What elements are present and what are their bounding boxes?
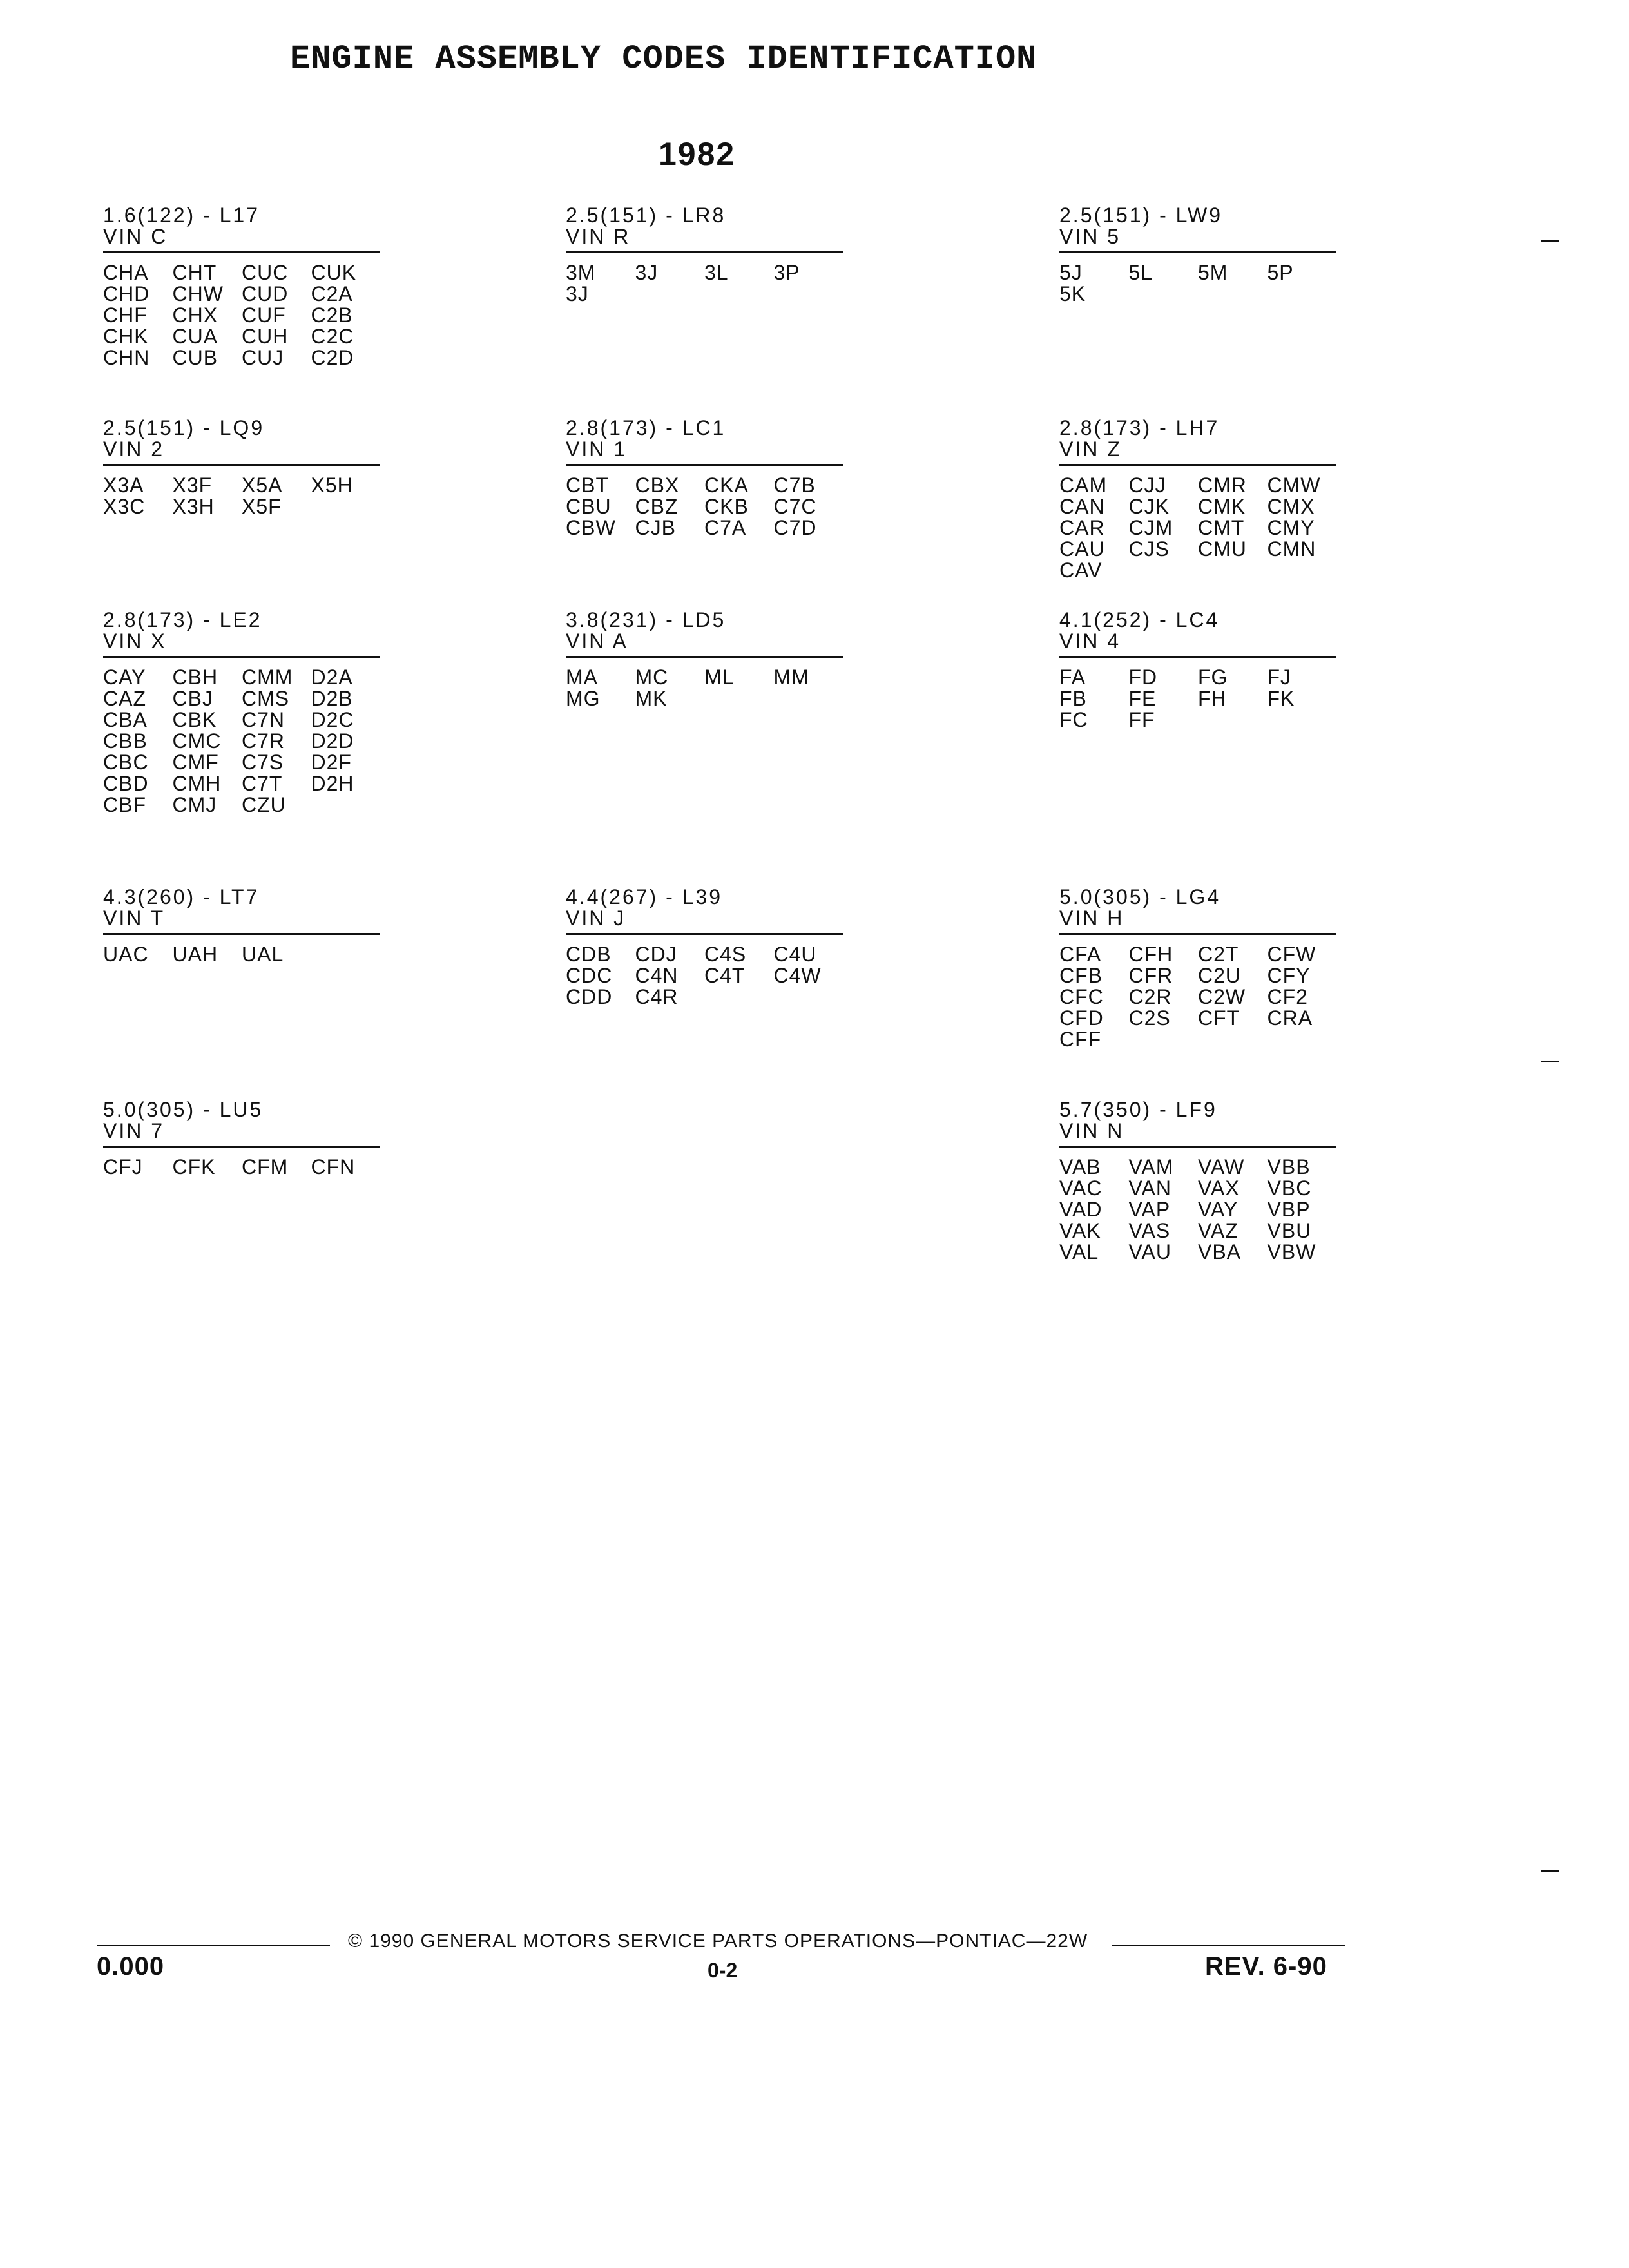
engine-spec: 5.0(305) - LU5 xyxy=(103,1098,264,1121)
assembly-code: CAY xyxy=(103,666,146,689)
assembly-code-list xyxy=(103,944,380,965)
assembly-code: VAW xyxy=(1198,1155,1245,1178)
engine-block-header xyxy=(566,610,843,658)
vin-code: VIN 2 xyxy=(103,437,165,461)
assembly-code: X5F xyxy=(242,495,282,518)
assembly-code: CRA xyxy=(1267,1006,1313,1030)
engine-block-header xyxy=(566,418,843,466)
assembly-code: CBA xyxy=(103,708,148,731)
engine-block-header xyxy=(103,887,380,935)
assembly-code: 5L xyxy=(1128,261,1153,284)
assembly-code: D2D xyxy=(311,729,354,753)
assembly-code-list xyxy=(566,475,843,539)
assembly-code-list xyxy=(1059,262,1336,305)
assembly-code: VAC xyxy=(1059,1177,1103,1200)
engine-spec: 5.7(350) - LF9 xyxy=(1059,1098,1217,1121)
assembly-code: CFD xyxy=(1059,1006,1104,1030)
assembly-code: CUA xyxy=(172,325,218,348)
assembly-code: C4T xyxy=(704,964,746,987)
assembly-code: VAP xyxy=(1128,1198,1171,1221)
assembly-code: CAM xyxy=(1059,474,1108,497)
assembly-code: X5A xyxy=(242,474,283,497)
assembly-code: UAH xyxy=(172,943,218,966)
assembly-code: VAZ xyxy=(1198,1219,1239,1242)
engine-block-header xyxy=(103,205,380,253)
assembly-code: CF2 xyxy=(1267,985,1308,1008)
engine-spec: 2.8(173) - LH7 xyxy=(1059,416,1220,439)
assembly-code: CHW xyxy=(172,282,224,305)
engine-block xyxy=(566,610,843,709)
assembly-code-list xyxy=(1059,667,1336,731)
engine-block xyxy=(103,610,380,816)
assembly-code: UAC xyxy=(103,943,149,966)
assembly-code: FK xyxy=(1267,687,1295,710)
engine-block-header xyxy=(1059,887,1336,935)
assembly-code: CFK xyxy=(172,1155,216,1178)
engine-block-header xyxy=(1059,418,1336,466)
engine-spec: 2.5(151) - LR8 xyxy=(566,204,726,227)
engine-spec: 4.1(252) - LC4 xyxy=(1059,608,1220,631)
assembly-code: CDJ xyxy=(635,943,677,966)
assembly-code: C2W xyxy=(1198,985,1246,1008)
assembly-code: FA xyxy=(1059,666,1086,689)
assembly-code: C7D xyxy=(773,516,817,539)
assembly-code: CMR xyxy=(1198,474,1247,497)
assembly-code: CMN xyxy=(1267,537,1316,561)
assembly-code: CUC xyxy=(242,261,289,284)
assembly-code: CJJ xyxy=(1128,474,1166,497)
assembly-code: VAY xyxy=(1198,1198,1239,1221)
assembly-code: CBX xyxy=(635,474,680,497)
assembly-code: CBF xyxy=(103,793,146,816)
assembly-code: CAU xyxy=(1059,537,1105,561)
vin-code: VIN T xyxy=(103,907,166,930)
assembly-code: C7B xyxy=(773,474,816,497)
assembly-code: CUH xyxy=(242,325,289,348)
assembly-code: X5H xyxy=(311,474,353,497)
assembly-code: CUB xyxy=(172,346,218,369)
assembly-code-list xyxy=(566,262,843,305)
engine-block xyxy=(1059,418,1336,581)
assembly-code: CFH xyxy=(1128,943,1173,966)
assembly-code: CHD xyxy=(103,282,150,305)
engine-spec: 2.8(173) - LC1 xyxy=(566,416,726,439)
assembly-code: 5J xyxy=(1059,261,1083,284)
engine-spec: 2.5(151) - LW9 xyxy=(1059,204,1223,227)
engine-spec: 4.3(260) - LT7 xyxy=(103,885,260,908)
assembly-code: 3J xyxy=(635,261,659,284)
assembly-code: CFN xyxy=(311,1155,356,1178)
engine-block-header xyxy=(103,1099,380,1148)
assembly-code: CFC xyxy=(1059,985,1104,1008)
vin-code: VIN A xyxy=(566,629,628,653)
assembly-code: CFB xyxy=(1059,964,1103,987)
vin-code: VIN 4 xyxy=(1059,629,1121,653)
engine-block xyxy=(103,418,380,517)
assembly-code: CUK xyxy=(311,261,357,284)
engine-block-header xyxy=(103,610,380,658)
assembly-code: CBT xyxy=(566,474,609,497)
assembly-code: CBJ xyxy=(172,687,213,710)
assembly-code: VBW xyxy=(1267,1240,1316,1264)
engine-block xyxy=(1059,1099,1336,1263)
assembly-code: C4U xyxy=(773,943,817,966)
assembly-code: CFR xyxy=(1128,964,1173,987)
assembly-code: CMH xyxy=(172,772,222,795)
assembly-code: C2A xyxy=(311,282,353,305)
assembly-code: FE xyxy=(1128,687,1157,710)
assembly-code: FB xyxy=(1059,687,1087,710)
assembly-code: MA xyxy=(566,666,598,689)
assembly-code: CMY xyxy=(1267,516,1315,539)
vin-code: VIN X xyxy=(103,629,167,653)
assembly-code: CBW xyxy=(566,516,616,539)
assembly-code: CMC xyxy=(172,729,222,753)
assembly-code: CMK xyxy=(1198,495,1246,518)
assembly-code-list xyxy=(566,944,843,1008)
assembly-code: CMJ xyxy=(172,793,217,816)
assembly-code: VAM xyxy=(1128,1155,1174,1178)
assembly-code: CDD xyxy=(566,985,613,1008)
assembly-code: CKB xyxy=(704,495,749,518)
assembly-code: CFY xyxy=(1267,964,1311,987)
assembly-code: FF xyxy=(1128,708,1155,731)
assembly-code: CKA xyxy=(704,474,749,497)
assembly-code: 3M xyxy=(566,261,596,284)
engine-block-header xyxy=(1059,610,1336,658)
assembly-code: MK xyxy=(635,687,668,710)
assembly-code: CMS xyxy=(242,687,290,710)
assembly-code: C2S xyxy=(1128,1006,1171,1030)
engine-block xyxy=(103,887,380,965)
assembly-code: CZU xyxy=(242,793,286,816)
assembly-code: D2F xyxy=(311,751,352,774)
assembly-code: MM xyxy=(773,666,809,689)
assembly-code: CMX xyxy=(1267,495,1315,518)
assembly-code: VAL xyxy=(1059,1240,1099,1264)
assembly-code: CBK xyxy=(172,708,217,731)
vin-code: VIN J xyxy=(566,907,626,930)
assembly-code: FC xyxy=(1059,708,1088,731)
assembly-code-list xyxy=(1059,1157,1336,1263)
assembly-code: FD xyxy=(1128,666,1158,689)
vin-code: VIN C xyxy=(103,225,168,248)
copyright-notice: © 1990 GENERAL MOTORS SERVICE PARTS OPERATIONS—PONTIAC—22W xyxy=(348,1930,1088,1952)
engine-spec: 2.8(173) - LE2 xyxy=(103,608,262,631)
assembly-code: CFA xyxy=(1059,943,1102,966)
assembly-code: CJB xyxy=(635,516,676,539)
assembly-code: ML xyxy=(704,666,735,689)
assembly-code: VAS xyxy=(1128,1219,1171,1242)
assembly-code: CFT xyxy=(1198,1006,1240,1030)
assembly-code: 3J xyxy=(566,282,589,305)
engine-block xyxy=(566,205,843,305)
assembly-code: CHF xyxy=(103,303,148,327)
assembly-code: CBC xyxy=(103,751,149,774)
assembly-code: FJ xyxy=(1267,666,1292,689)
assembly-code: CHA xyxy=(103,261,149,284)
engine-block-header xyxy=(1059,1099,1336,1148)
engine-spec: 4.4(267) - L39 xyxy=(566,885,723,908)
assembly-code: X3F xyxy=(172,474,213,497)
assembly-code: CUF xyxy=(242,303,286,327)
page-number: 0-2 xyxy=(708,1959,738,1982)
assembly-code: CHX xyxy=(172,303,218,327)
assembly-code: C4S xyxy=(704,943,747,966)
assembly-code: D2B xyxy=(311,687,353,710)
assembly-code: VBP xyxy=(1267,1198,1311,1221)
assembly-code: CUD xyxy=(242,282,289,305)
assembly-code: X3C xyxy=(103,495,146,518)
assembly-code: C2T xyxy=(1198,943,1239,966)
assembly-code-list xyxy=(103,667,380,816)
engine-spec: 3.8(231) - LD5 xyxy=(566,608,726,631)
assembly-code: 3L xyxy=(704,261,729,284)
assembly-code: C7T xyxy=(242,772,283,795)
assembly-code: CMU xyxy=(1198,537,1247,561)
engine-block xyxy=(1059,610,1336,731)
engine-block xyxy=(103,205,380,369)
assembly-code: C2C xyxy=(311,325,354,348)
assembly-code: CJS xyxy=(1128,537,1170,561)
assembly-code: C7S xyxy=(242,751,284,774)
assembly-code: CAV xyxy=(1059,559,1103,582)
assembly-code: C2B xyxy=(311,303,353,327)
assembly-code-list xyxy=(566,667,843,709)
assembly-code: 5P xyxy=(1267,261,1294,284)
assembly-code: CFM xyxy=(242,1155,289,1178)
assembly-code: C7C xyxy=(773,495,817,518)
assembly-code: VBC xyxy=(1267,1177,1312,1200)
assembly-code: MG xyxy=(566,687,601,710)
assembly-code: C4N xyxy=(635,964,679,987)
vin-code: VIN N xyxy=(1059,1119,1124,1142)
engine-block-header xyxy=(103,418,380,466)
assembly-code: CMM xyxy=(242,666,293,689)
revision-date: REV. 6-90 xyxy=(1205,1952,1327,1981)
assembly-code: CBD xyxy=(103,772,149,795)
assembly-code: C7R xyxy=(242,729,285,753)
assembly-code: CFW xyxy=(1267,943,1316,966)
vin-code: VIN H xyxy=(1059,907,1124,930)
vin-code: VIN R xyxy=(566,225,631,248)
vin-code: VIN 5 xyxy=(1059,225,1121,248)
engine-spec: 1.6(122) - L17 xyxy=(103,204,260,227)
assembly-code: VAK xyxy=(1059,1219,1101,1242)
assembly-code: CHT xyxy=(172,261,217,284)
assembly-code: 5M xyxy=(1198,261,1228,284)
vin-code: VIN 7 xyxy=(103,1119,165,1142)
engine-block-header xyxy=(566,205,843,253)
engine-spec: 5.0(305) - LG4 xyxy=(1059,885,1221,908)
footer-section-number: 0.000 xyxy=(97,1952,165,1981)
margin-mark xyxy=(1541,1061,1559,1062)
assembly-code-list xyxy=(103,1157,380,1178)
assembly-code: CHN xyxy=(103,346,150,369)
assembly-code: CAZ xyxy=(103,687,146,710)
assembly-code: VBB xyxy=(1267,1155,1311,1178)
assembly-code: D2C xyxy=(311,708,354,731)
assembly-code: C2U xyxy=(1198,964,1242,987)
assembly-code: VAB xyxy=(1059,1155,1101,1178)
assembly-code: CFJ xyxy=(103,1155,143,1178)
assembly-code: X3H xyxy=(172,495,215,518)
engine-block xyxy=(1059,887,1336,1050)
assembly-code: CUJ xyxy=(242,346,284,369)
vin-code: VIN 1 xyxy=(566,437,628,461)
engine-block xyxy=(103,1099,380,1178)
assembly-code-list xyxy=(1059,944,1336,1050)
margin-mark xyxy=(1541,1870,1559,1872)
assembly-code: CBZ xyxy=(635,495,679,518)
assembly-code: VBU xyxy=(1267,1219,1312,1242)
assembly-code: CMF xyxy=(172,751,219,774)
footer-rule-right xyxy=(1112,1945,1345,1946)
engine-block xyxy=(566,887,843,1008)
assembly-code: D2A xyxy=(311,666,353,689)
engine-block-header xyxy=(1059,205,1336,253)
assembly-code: UAL xyxy=(242,943,284,966)
engine-block xyxy=(566,418,843,539)
assembly-code: VBA xyxy=(1198,1240,1242,1264)
assembly-code: VAN xyxy=(1128,1177,1171,1200)
assembly-code: C7N xyxy=(242,708,285,731)
margin-mark xyxy=(1541,240,1559,242)
assembly-code: C2R xyxy=(1128,985,1172,1008)
assembly-code: FH xyxy=(1198,687,1227,710)
assembly-code: CDB xyxy=(566,943,612,966)
assembly-code: CJM xyxy=(1128,516,1173,539)
assembly-code: CBB xyxy=(103,729,148,753)
assembly-code: CHK xyxy=(103,325,149,348)
assembly-code: CJK xyxy=(1128,495,1170,518)
assembly-code: CBU xyxy=(566,495,612,518)
engine-block xyxy=(1059,205,1336,305)
vin-code: VIN Z xyxy=(1059,437,1122,461)
assembly-code: 5K xyxy=(1059,282,1086,305)
assembly-code: CAR xyxy=(1059,516,1105,539)
assembly-code: CBH xyxy=(172,666,218,689)
assembly-code: C4R xyxy=(635,985,679,1008)
assembly-code: CMW xyxy=(1267,474,1321,497)
assembly-code: C7A xyxy=(704,516,747,539)
assembly-code-list xyxy=(1059,475,1336,581)
assembly-code: CMT xyxy=(1198,516,1245,539)
assembly-code: VAX xyxy=(1198,1177,1240,1200)
assembly-code: MC xyxy=(635,666,669,689)
assembly-code: CFF xyxy=(1059,1028,1102,1051)
assembly-code: CDC xyxy=(566,964,613,987)
footer-rule-left xyxy=(97,1945,330,1946)
engine-block-header xyxy=(566,887,843,935)
assembly-code: C4W xyxy=(773,964,822,987)
assembly-code: FG xyxy=(1198,666,1228,689)
assembly-code-list xyxy=(103,262,380,369)
assembly-code: VAU xyxy=(1128,1240,1171,1264)
model-year: 1982 xyxy=(659,136,736,172)
assembly-code: VAD xyxy=(1059,1198,1103,1221)
assembly-code: D2H xyxy=(311,772,354,795)
engine-spec: 2.5(151) - LQ9 xyxy=(103,416,265,439)
assembly-code-list xyxy=(103,475,380,517)
assembly-code: CAN xyxy=(1059,495,1105,518)
assembly-code: X3A xyxy=(103,474,144,497)
assembly-code: C2D xyxy=(311,346,354,369)
page-title: ENGINE ASSEMBLY CODES IDENTIFICATION xyxy=(290,40,1037,78)
assembly-code: 3P xyxy=(773,261,800,284)
